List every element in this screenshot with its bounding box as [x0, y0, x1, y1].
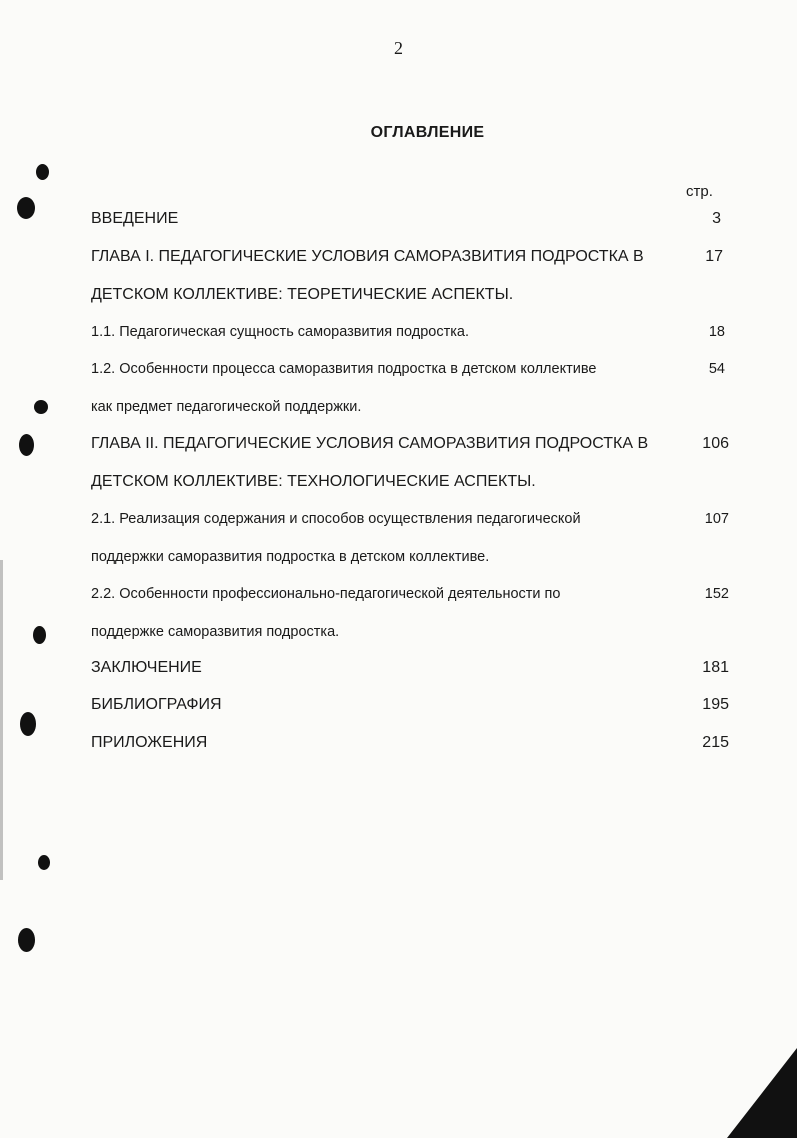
scan-corner-shadow	[727, 1048, 797, 1138]
toc-entry-page: 54	[708, 361, 725, 377]
punch-hole-mark	[38, 855, 50, 870]
toc-entry-line: 2.1. Реализация содержания и способов осуществления педагогической	[91, 511, 581, 527]
toc-entry-line: ДЕТСКОМ КОЛЛЕКТИВЕ: ТЕОРЕТИЧЕСКИЕ АСПЕКТЫ.	[91, 285, 514, 303]
toc-entry-page: 181	[702, 659, 729, 676]
toc-entry-line: БИБЛИОГРАФИЯ	[91, 696, 222, 713]
toc-entry-appendices	[91, 730, 731, 768]
punch-hole-mark	[17, 197, 35, 219]
toc-entry-section-1-1	[91, 319, 731, 357]
punch-hole-mark	[36, 164, 49, 180]
toc-entry-page: 106	[702, 435, 729, 452]
punch-hole-mark	[33, 626, 46, 644]
scan-edge-shadow	[0, 560, 3, 880]
toc-entry-page: 107	[704, 511, 729, 527]
toc-entry-conclusion	[91, 655, 731, 693]
toc-entry-line: ГЛАВА I. ПЕДАГОГИЧЕСКИЕ УСЛОВИЯ САМОРАЗВИТИЯ ПОДРОСТКА В	[91, 248, 644, 265]
punch-hole-mark	[20, 712, 36, 736]
toc-entry-line: ГЛАВА II. ПЕДАГОГИЧЕСКИЕ УСЛОВИЯ САМОРАЗВИТИЯ ПОДРОСТКА В	[91, 435, 649, 452]
toc-entry-introduction	[91, 206, 731, 244]
toc-entry-line: 2.2. Особенности профессионально-педагогической деятельности по	[91, 586, 561, 602]
page-number: 2	[394, 38, 403, 58]
toc-entry-section-2-1	[91, 506, 731, 581]
toc-entry-line: 1.2. Особенности процесса саморазвития подростка в детском коллективе	[91, 361, 597, 377]
page-column-label: стр.	[686, 183, 713, 200]
toc-entry-page: 17	[705, 248, 723, 265]
toc-entry-page: 215	[702, 734, 729, 751]
toc-entry-chapter-2	[91, 431, 731, 506]
toc-entry-section-2-2	[91, 581, 731, 656]
toc-entry-page: 195	[702, 696, 729, 713]
toc-entry-line: ДЕТСКОМ КОЛЛЕКТИВЕ: ТЕХНОЛОГИЧЕСКИЕ АСПЕКТЫ.	[91, 472, 536, 490]
punch-hole-mark	[18, 928, 35, 952]
toc-entry-line: 1.1. Педагогическая сущность саморазвития подростка.	[91, 324, 469, 340]
toc-entry-page: 152	[704, 586, 729, 602]
toc-entry-line: поддержке саморазвития подростка.	[91, 623, 340, 640]
toc-entry-bibliography	[91, 692, 731, 730]
page-title: ОГЛАВЛЕНИЕ	[370, 124, 485, 141]
toc-entry-line: ВВЕДЕНИЕ	[91, 210, 179, 227]
punch-hole-mark	[34, 400, 48, 414]
toc-entry-line: как предмет педагогической поддержки.	[91, 398, 362, 415]
toc-entry-line: поддержки саморазвития подростка в детском коллективе.	[91, 548, 490, 565]
toc-entry-page: 18	[708, 324, 725, 340]
toc-entry-line: ПРИЛОЖЕНИЯ	[91, 734, 208, 751]
toc-entry-page: 3	[712, 210, 721, 227]
punch-hole-mark	[19, 434, 34, 456]
toc-entry-chapter-1	[91, 244, 731, 319]
toc-entry-section-1-2	[91, 356, 731, 431]
toc-entry-line: ЗАКЛЮЧЕНИЕ	[91, 659, 202, 676]
